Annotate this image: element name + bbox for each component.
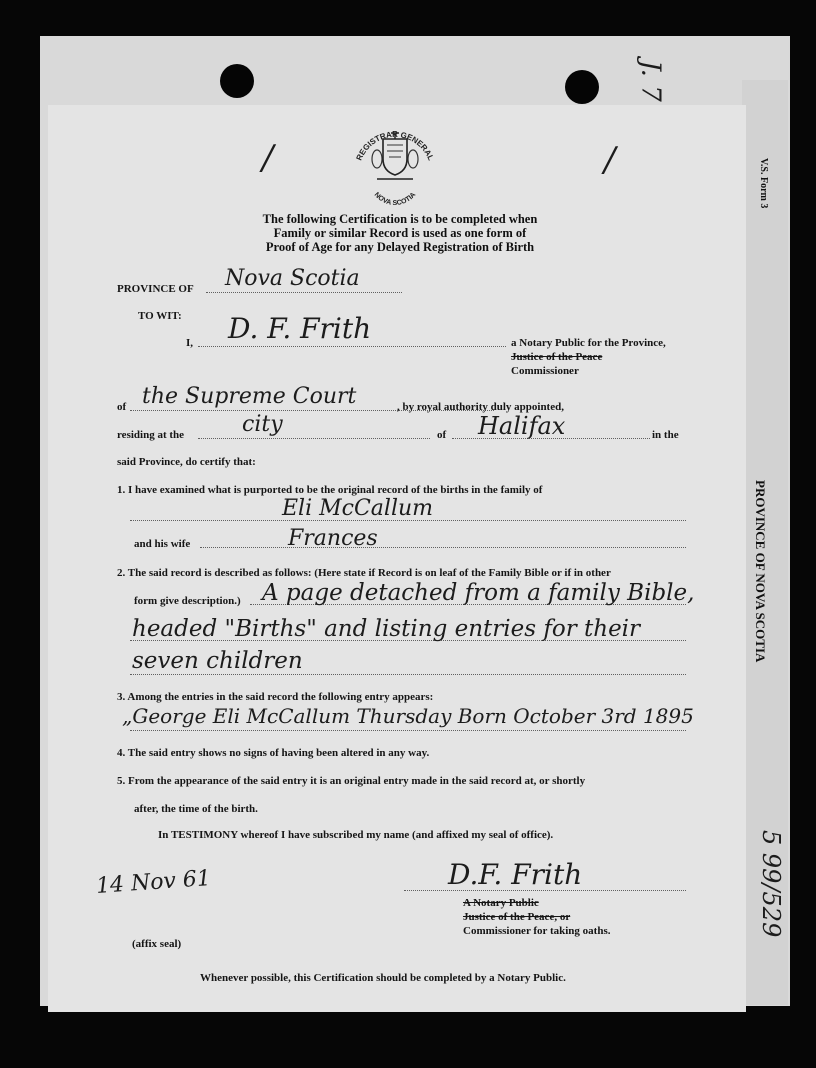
i-label: I, xyxy=(186,337,194,349)
title-line-2: Family or similar Record is used as one form of xyxy=(273,226,527,240)
punch-hole-right xyxy=(565,70,599,104)
form-number-label: V.S. Form 3 xyxy=(758,158,769,209)
wife-label: and his wife xyxy=(134,538,191,550)
to-wit-label: TO WIT: xyxy=(138,310,182,322)
description-value-line-3: seven children xyxy=(132,648,303,674)
title-line-3: Proof of Age for any Delayed Registration of Birth xyxy=(265,240,535,254)
role-justice-text: Justice of the Peace xyxy=(511,351,603,363)
court-value: the Supreme Court xyxy=(142,384,357,409)
affix-seal-label: (affix seal) xyxy=(132,938,182,950)
name-line xyxy=(198,346,506,347)
role-commissioner-text: Commissioner xyxy=(511,365,579,377)
side-province-label: PROVINCE OF NOVA SCOTIA xyxy=(753,480,768,663)
item-2-text-line-2: form give description.) xyxy=(134,595,241,607)
item-2-text-line-1: 2. The said record is described as follows: (Here state if Record is on leaf of the Family Bible or if in other xyxy=(117,567,611,579)
signature-commissioner-text: Commissioner for taking oaths. xyxy=(463,925,611,937)
testimony-text: In TESTIMONY whereof I have subscribed my name (and affixed my seal of office). xyxy=(158,829,554,841)
item-5-text-line-1: 5. From the appearance of the said entry it is an original entry made in the said record at, or shortly xyxy=(117,775,586,787)
signature-notary-text: A Notary Public xyxy=(463,897,539,909)
emblem-bottom-text: NOVA SCOTIA xyxy=(372,191,418,205)
residing-line xyxy=(198,438,430,439)
title-line-1: The following Certification is to be completed when xyxy=(262,212,538,226)
certify-text: said Province, do certify that: xyxy=(117,456,256,468)
wife-value: Frances xyxy=(288,526,378,551)
item-5-text-line-2: after, the time of the birth. xyxy=(134,803,258,815)
signature-justice-text: Justice of the Peace, or xyxy=(463,911,571,923)
date-handwritten: 14 Nov 61 xyxy=(95,866,212,899)
father-value: Eli McCallum xyxy=(282,496,434,521)
item-3-text: 3. Among the entries in the said record the following entry appears: xyxy=(117,691,434,703)
description-value-line-1: A page detached from a family Bible, xyxy=(262,580,695,606)
of-label: of xyxy=(117,401,127,413)
province-line xyxy=(206,292,402,293)
of-city-label: of xyxy=(437,429,447,441)
description-value-line-2: headed "Births" and listing entries for their xyxy=(132,616,641,642)
item-4-text: 4. The said entry shows no signs of having been altered in any way. xyxy=(117,747,430,759)
residing-label: residing at the xyxy=(117,429,185,441)
footer-note: Whenever possible, this Certification should be completed by a Notary Public. xyxy=(200,972,566,984)
punch-hole-left xyxy=(220,64,254,98)
city-value: Halifax xyxy=(478,412,566,440)
residing-value: city xyxy=(242,412,283,437)
in-the-label: in the xyxy=(652,429,679,441)
svg-text:NOVA SCOTIA xyxy=(373,191,418,205)
signature: D.F. Frith xyxy=(448,858,583,891)
top-tick-mark-left: / xyxy=(262,138,274,178)
top-tick-mark-right: / xyxy=(604,140,616,180)
role-notary-text: a Notary Public for the Province, xyxy=(511,337,666,349)
item-1-text: 1. I have examined what is purported to be the original record of the births in the family of xyxy=(117,484,543,496)
entry-value: „George Eli McCallum Thursday Born October 3rd 1895 xyxy=(122,704,694,728)
registrar-general-emblem xyxy=(345,115,445,205)
wife-line xyxy=(200,547,686,548)
notary-name-value: D. F. Frith xyxy=(228,312,372,345)
svg-text:REGISTRAR GENERAL xyxy=(355,130,436,162)
emblem-top-text: REGISTRAR GENERAL xyxy=(354,130,436,162)
appointed-text: , by royal authority duly appointed, xyxy=(397,401,564,413)
side-handwritten-number: 5 99/529 xyxy=(757,830,785,938)
description-line-3 xyxy=(130,674,686,675)
entry-line xyxy=(130,730,686,731)
corner-handwritten-mark: J. 7 xyxy=(635,60,666,102)
province-value: Nova Scotia xyxy=(225,266,360,291)
province-label: PROVINCE OF xyxy=(117,283,194,295)
